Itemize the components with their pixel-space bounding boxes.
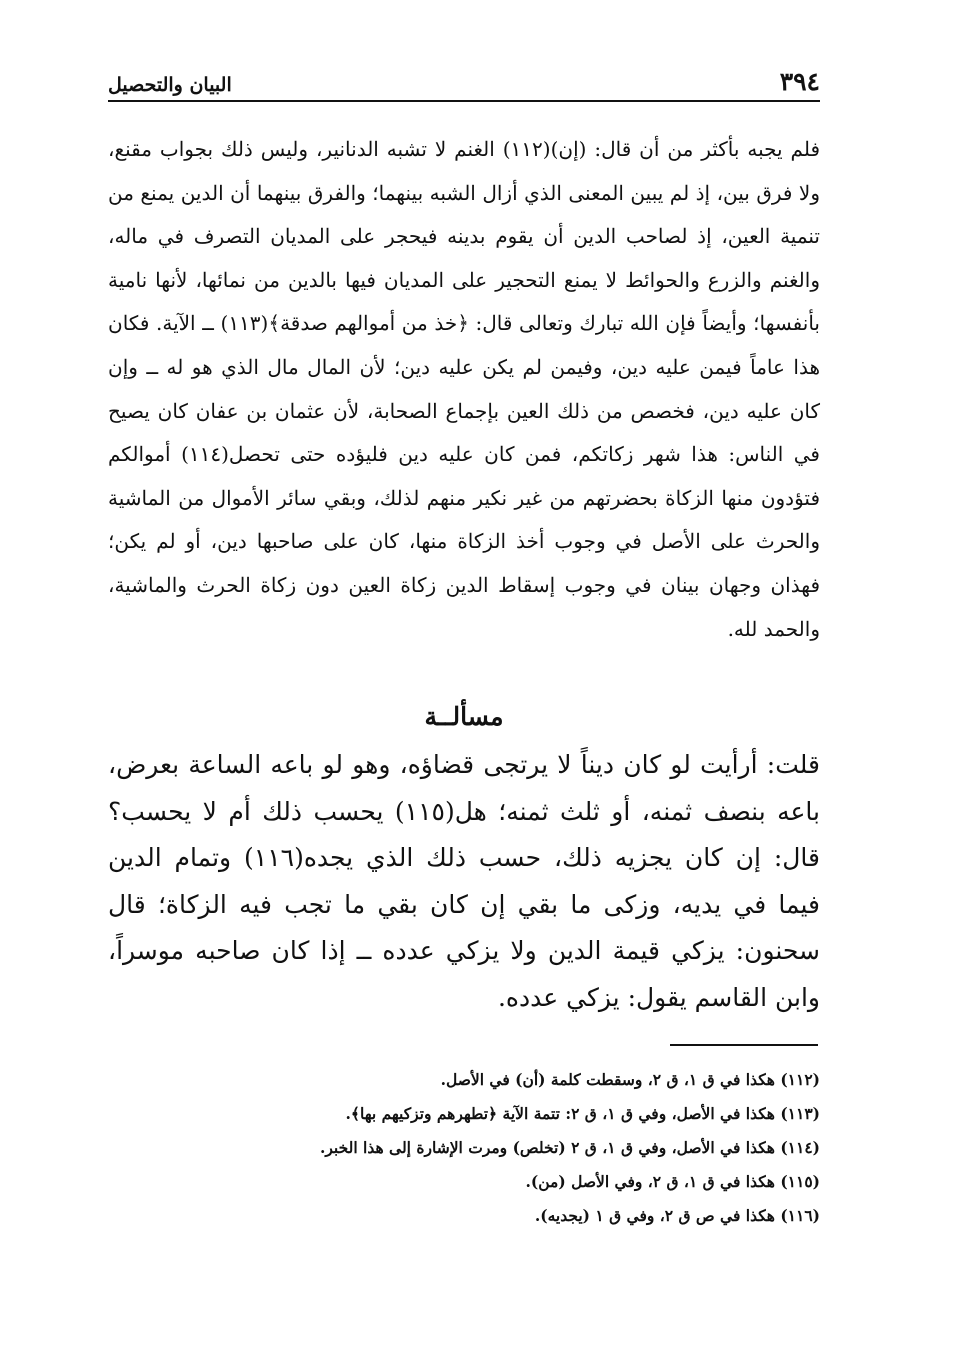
footnote-112: (١١٢) هكذا في ق ١، ق ٢، وسقطت كلمة (أن) في الأصل. bbox=[440, 1070, 820, 1089]
section-title: مسألــة bbox=[424, 702, 504, 731]
main-text bbox=[108, 128, 820, 651]
footnote-113: (١١٣) هكذا في الأصل، وفي ق ١، ق ٢: تتمة الآية ﴿تطهرهم وتزكيهم بها﴾. bbox=[345, 1104, 820, 1123]
paragraph: فلم يجبه بأكثر من أن قال: (إن)(١١٢) الغنم لا تشبه الدنانير، وليس ذلك بجواب مقنع، ولا فرق بين، إذ لم يبين المعنى الذي أزال الشبه بينهما؛ والفرق بينهما أن الدين يمنع من تنمية العين، إذ لصاحب الدين أن يقوم بدينه فيحجر على المديان التصرف في ماله، والغنم والزرع والحوائط لا يمنع التحجير على المديان فيها بالدين من نمائها، لأنها نامية بأنفسها؛ وأيضاً فإن الله تبارك وتعالى قال: ﴿خذ من أموالهم صدقة﴾(١١٣) ــ الآية. فكان هذا عاماً فيمن عليه دين، وفيمن لم يكن عليه دين؛ لأن المال مال الذي هو له ــ وإن كان عليه دين، فخصص من ذلك العين بإجماع الصحابة، لأن عثمان بن عفان كان يصيح في الناس: هذا شهر زكاتكم، فمن كان عليه دين فليؤده حتى تحصل(١١٤) أموالكم فتؤدون منها الزكاة بحضرتهم من غير نكير منهم لذلك، وبقي سائر الأموال من الماشية والحرث على الأصل في وجوب أخذ الزكاة منها، كان على صاحبها دين، أو لم يكن؛ فهذان وجهان بينان في وجوب إسقاط الدين زكاة العين دون زكاة الحرث والماشية، والحمد لله. bbox=[108, 137, 821, 641]
running-title: البيان والتحصيل bbox=[108, 74, 232, 96]
page-header bbox=[108, 58, 820, 102]
footnote-114: (١١٤) هكذا في الأصل، وفي ق ١، ق ٢ (تخلص) ومرت الإشارة إلى هذا الخبر. bbox=[319, 1138, 820, 1157]
page-number: ٣٩٤ bbox=[779, 67, 820, 96]
footnote-divider bbox=[670, 1044, 818, 1046]
question-text bbox=[108, 742, 820, 1021]
footnotes bbox=[108, 1063, 820, 1233]
footnote-115: (١١٥) هكذا في ق ١، ق ٢، وفي الأصل (من). bbox=[525, 1172, 820, 1191]
footnote-116: (١١٦) هكذا في ص ق ٢، وفي ق ١ (يجديه). bbox=[534, 1206, 820, 1225]
paragraph: قلت: أرأيت لو كان ديناً لا يرتجى قضاؤه، وهو لو باعه الساعة بعرض، باعه بنصف ثمنه، أو ثلث ثمنه؛ هل(١١٥) يحسب ذلك أم لا يحسب؟ قال: إن كان يجزيه ذلك، حسب ذلك الذي يجده(١١٦) وتمام الدين فيما في يديه، وزكى ما بقي إن كان بقي ما تجب فيه الزكاة؛ قال سحنون: يزكي قيمة الدين ولا يزكي عدده ــ إذا كان صاحبه موسراً، وابن القاسم يقول: يزكي عدده. bbox=[108, 750, 820, 1012]
